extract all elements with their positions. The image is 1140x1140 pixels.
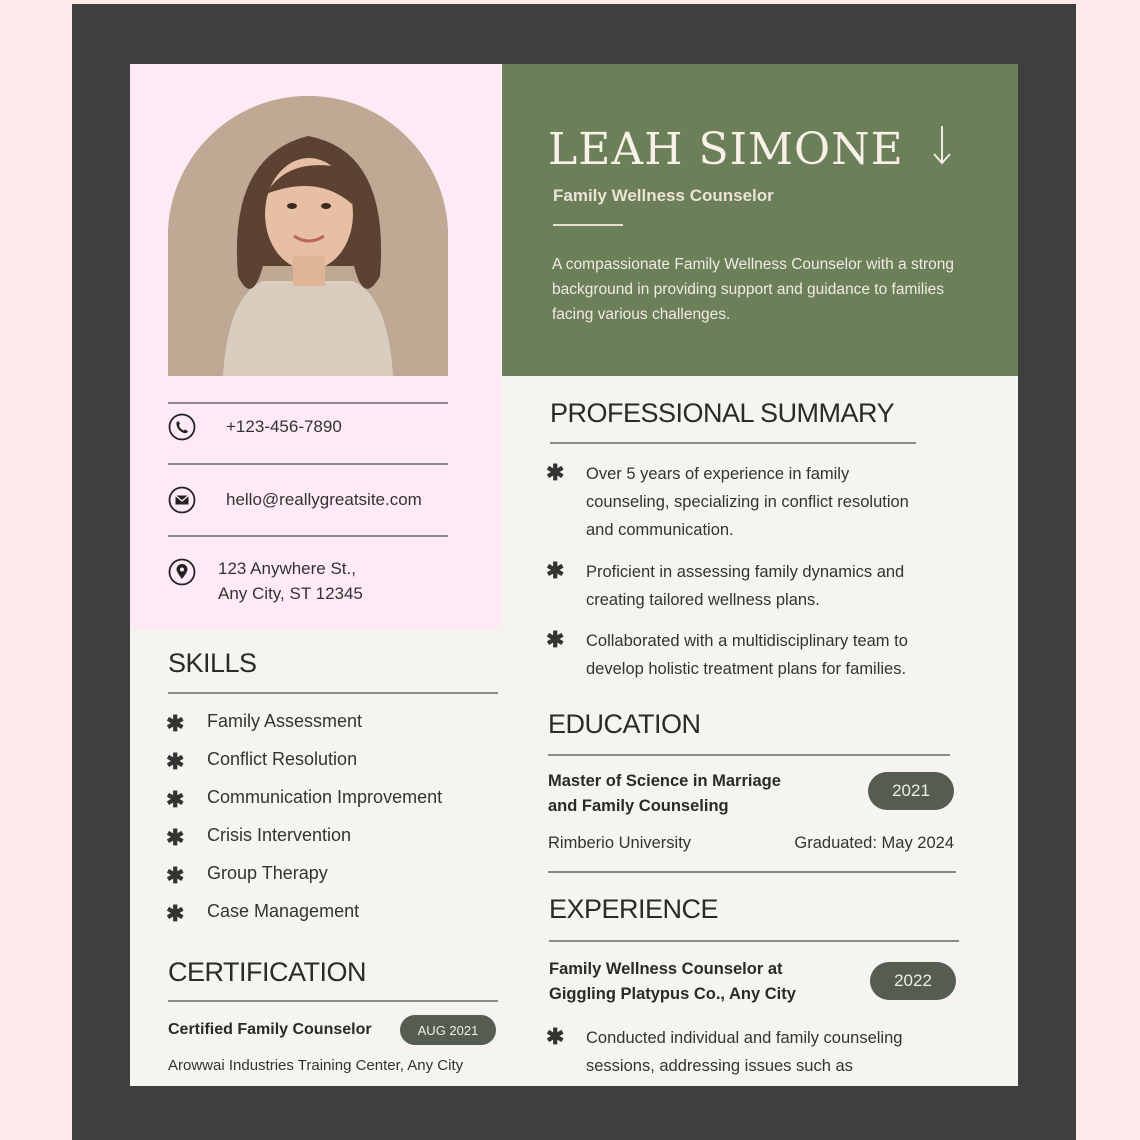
asterisk-icon: ✱ [166,901,185,926]
experience-heading: EXPERIENCE [549,894,719,924]
certification-date-badge: AUG 2021 [400,1015,496,1045]
summary-heading: PROFESSIONAL SUMMARY [550,398,895,428]
skill-item: Family Assessment [207,711,363,731]
address-line: 123 Anywhere St., [218,559,356,578]
summary-divider [550,442,916,444]
skills-divider [168,692,498,694]
skill-item: Conflict Resolution [207,749,358,769]
asterisk-icon: ✱ [166,787,185,812]
skill-item: Crisis Intervention [207,825,352,845]
summary-bullet: Proficient in assessing family dynamics and creating tailored wellness plans. [586,563,905,609]
job-title: Family Wellness Counselor [553,186,774,205]
graduation-date: Graduated: May 2024 [794,834,954,852]
header-divider [553,224,623,226]
arrow-down-icon [930,124,954,166]
degree-line: and Family Counseling [548,797,729,815]
skill-item: Case Management [207,901,360,921]
contact-phone [168,413,342,441]
email-address[interactable]: hello@reallygreatsite.com [226,490,422,509]
education-heading: EDUCATION [548,709,701,739]
summary-bullet: Over 5 years of experience in family counseling, specializing in conflict resolution and communication. [586,465,909,539]
job-line: Giggling Platypus Co., Any City [549,985,796,1003]
degree-title [548,769,781,819]
asterisk-icon: ✱ [166,749,185,774]
experience-bullet: Conducted individual and family counseling sessions, addressing issues such as [586,1029,903,1075]
job-title-line [549,957,796,1007]
location-pin-icon [168,558,196,586]
profile-photo [168,96,448,376]
certification-divider [168,1000,498,1002]
asterisk-icon: ✱ [546,627,565,652]
education-divider [548,754,950,756]
address [218,556,363,606]
asterisk-icon: ✱ [546,460,565,485]
phone-number[interactable]: +123-456-7890 [226,417,342,436]
asterisk-icon: ✱ [546,558,565,583]
degree-line: Master of Science in Marriage [548,772,781,790]
asterisk-icon: ✱ [166,825,185,850]
skills-heading: SKILLS [168,648,257,678]
asterisk-icon: ✱ [166,863,185,888]
experience-divider [549,940,959,942]
resume-sheet [130,64,1018,1086]
skill-item: Group Therapy [207,863,328,883]
skill-item: Communication Improvement [207,787,443,807]
contact-email [168,486,422,514]
person-name: LEAH SIMONE [548,124,904,175]
asterisk-icon: ✱ [166,711,185,736]
summary-bullet: Collaborated with a multidisciplinary team to develop holistic treatment plans for families. [586,632,908,678]
certification-heading: CERTIFICATION [168,957,367,987]
education-year-badge: 2021 [868,772,954,810]
certification-title: Certified Family Counselor [168,1021,372,1038]
certification-org: Arowwai Industries Training Center, Any City [168,1057,464,1074]
envelope-icon [168,486,196,514]
contact-divider [168,535,448,537]
asterisk-icon: ✱ [546,1024,565,1049]
contact-divider [168,463,448,465]
contact-divider [168,402,448,404]
education-bottom-divider [548,871,956,873]
address-line: Any City, ST 12345 [218,584,363,603]
header-background [502,64,1018,376]
job-line: Family Wellness Counselor at [549,960,783,978]
experience-year-badge: 2022 [870,962,956,1000]
profile-bio: A compassionate Family Wellness Counselor with a strong background in providing support and guidance to families facing various challenges. [552,256,955,323]
phone-icon [168,413,196,441]
school-name: Rimberio University [548,834,692,852]
